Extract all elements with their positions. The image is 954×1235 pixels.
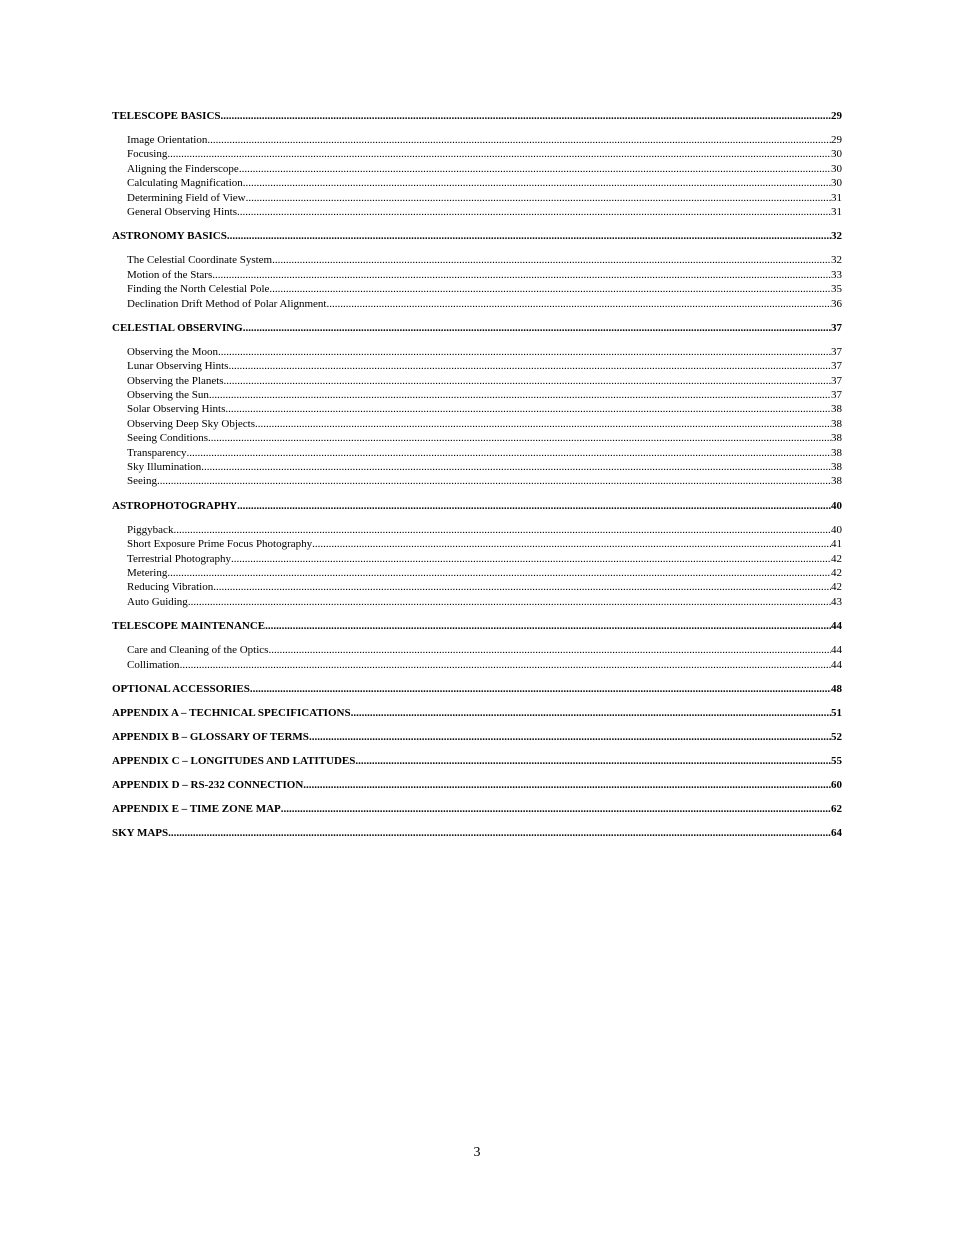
toc-subsection-page: 37 [831,345,842,358]
toc-subsection-page: 41 [831,538,842,551]
toc-subsection-page: 38 [831,461,842,474]
toc-subsection-page: 38 [831,417,842,430]
dot-leader [180,658,831,672]
toc-subsection-entry[interactable] [112,566,842,580]
toc-section [112,499,842,609]
toc-subsection-entry[interactable] [112,643,842,657]
toc-section-title: TELESCOPE MAINTENANCE [112,620,266,633]
toc-subsection-title: Image Orientation [127,134,208,146]
toc-section [112,109,842,219]
toc-subsection-title: Transparency [127,446,187,459]
toc-subsection-entry[interactable] [112,523,842,537]
toc-subsection-entry[interactable] [112,147,842,161]
toc-subsection-entry[interactable] [112,474,842,488]
dot-leader [173,523,831,537]
toc-subsection-title: Observing Deep Sky Objects [127,417,256,430]
dot-leader [212,268,831,282]
toc-section-title: TELESCOPE BASICS [112,110,221,122]
toc-subsection-title: Terrestrial Photography [127,552,232,565]
toc-section-title: ASTROPHOTOGRAPHY [112,499,238,512]
toc-section-page: 55 [831,754,842,767]
toc-section-entry[interactable] [112,706,842,720]
dot-leader [250,682,831,696]
toc-subsection-entry[interactable] [112,552,842,566]
toc-section-entry[interactable] [112,109,842,123]
dot-leader [167,566,831,580]
toc-section-entry[interactable] [112,754,842,768]
toc-subsection-entry[interactable] [112,658,842,672]
dot-leader [227,229,831,243]
toc-section-entry[interactable] [112,619,842,633]
toc-subsection-title: Collimation [127,658,180,671]
toc-section-entry[interactable] [112,778,842,792]
dot-leader [167,147,831,161]
toc-subsection-page: 29 [831,134,842,146]
toc-section [112,682,842,696]
toc-subsection-entry[interactable] [112,297,842,311]
toc-section [112,706,842,720]
toc-section-title: APPENDIX A – TECHNICAL SPECIFICATIONS [112,706,351,719]
toc-subsection-entry[interactable] [112,417,842,431]
toc-subsection-page: 33 [831,268,842,281]
dot-leader [355,754,831,768]
toc-subsection-page: 44 [831,644,842,657]
dot-leader [237,499,831,513]
toc-subsection-list [112,253,842,311]
toc-subsection-page: 38 [831,475,842,488]
toc-subsection-title: Auto Guiding [127,595,188,608]
toc-section-entry[interactable] [112,802,842,816]
toc-subsection-page: 42 [831,581,842,594]
toc-subsection-page: 42 [831,566,842,579]
toc-section-page: 64 [831,826,842,839]
toc-section-page: 44 [831,620,842,633]
dot-leader [303,778,831,792]
dot-leader [243,176,831,190]
toc-subsection-entry[interactable] [112,282,842,296]
toc-subsection-page: 43 [831,595,842,608]
dot-leader [246,191,831,205]
toc-subsection-title: Lunar Observing Hints [127,360,229,373]
toc-subsection-title: Seeing Conditions [127,432,208,445]
toc-section-page: 62 [831,802,842,815]
toc-subsection-entry[interactable] [112,205,842,219]
toc-subsection-page: 31 [831,191,842,204]
toc-subsection-list [112,133,842,219]
toc-subsection-entry[interactable] [112,446,842,460]
toc-section-title: ASTRONOMY BASICS [112,230,227,243]
toc-subsection-page: 38 [831,432,842,445]
dot-leader [269,282,831,296]
toc-subsection-title: Observing the Sun [127,389,209,402]
toc-subsection-entry[interactable] [112,176,842,190]
dot-leader [309,730,831,744]
toc-subsection-entry[interactable] [112,268,842,282]
toc-section-title: APPENDIX B – GLOSSARY OF TERMS [112,730,309,743]
dot-leader [201,460,831,474]
dot-leader [228,359,831,373]
toc-subsection-title: Determining Field of View [127,191,246,204]
toc-subsection-entry[interactable] [112,359,842,373]
dot-leader [281,802,831,816]
toc-section-page: 60 [831,778,842,791]
toc-section-title: APPENDIX D – RS-232 CONNECTION [112,778,304,791]
toc-section-page: 48 [831,682,842,695]
toc-subsection-title: Care and Cleaning of the Optics [127,644,269,657]
toc-subsection-title: Seeing [127,475,157,488]
toc-subsection-title: Calculating Magnification [127,177,243,190]
toc-section-page: 32 [831,230,842,243]
toc-section [112,754,842,768]
toc-section [112,826,842,840]
dot-leader [312,537,831,551]
toc-subsection-page: 30 [831,162,842,175]
dot-leader [265,619,831,633]
toc-section [112,619,842,672]
dot-leader [231,552,831,566]
toc-section [112,321,842,489]
toc-section-title: SKY MAPS [112,826,169,839]
toc-subsection-page: 44 [831,658,842,671]
toc-subsection-page: 35 [831,283,842,296]
toc-section [112,730,842,744]
dot-leader [243,321,831,335]
table-of-contents [112,109,842,850]
dot-leader [268,643,831,657]
toc-section-entry[interactable] [112,682,842,696]
toc-subsection-entry[interactable] [112,345,842,359]
toc-section-title: OPTIONAL ACCESSORIES [112,682,250,695]
toc-subsection-page: 38 [831,446,842,459]
toc-subsection-title: Short Exposure Prime Focus Photography [127,538,313,551]
dot-leader [237,205,831,219]
dot-leader [255,417,831,431]
toc-section-page: 37 [831,321,842,334]
toc-subsection-entry[interactable] [112,537,842,551]
toc-subsection-entry[interactable] [112,388,842,402]
dot-leader [188,595,831,609]
toc-section [112,802,842,816]
toc-subsection-entry[interactable] [112,580,842,594]
toc-subsection-title: Observing the Moon [127,345,219,358]
toc-subsection-page: 38 [831,403,842,416]
toc-section-entry[interactable] [112,321,842,335]
toc-section [112,229,842,311]
dot-leader [224,374,831,388]
toc-subsection-title: Reducing Vibration [127,581,214,594]
toc-subsection-page: 30 [831,177,842,190]
dot-leader [327,297,832,311]
toc-subsection-title: Sky Illumination [127,461,202,474]
dot-leader [218,345,831,359]
toc-subsection-title: Focusing [127,148,168,161]
toc-subsection-page: 31 [831,205,842,218]
dot-leader [221,109,831,123]
toc-subsection-title: General Observing Hints [127,205,237,218]
toc-subsection-entry[interactable] [112,595,842,609]
toc-subsection-title: Piggyback [127,523,174,536]
dot-leader [207,133,831,147]
toc-section-entry[interactable] [112,730,842,744]
dot-leader [272,253,831,267]
page-number: 3 [473,1145,481,1160]
toc-section-title: CELESTIAL OBSERVING [112,321,243,334]
toc-section-page: 52 [831,730,842,743]
toc-subsection-title: Declination Drift Method of Polar Alignment [127,297,327,310]
toc-subsection-entry[interactable] [112,374,842,388]
dot-leader [239,162,831,176]
dot-leader [209,388,831,402]
toc-subsection-title: Solar Observing Hints [127,403,226,416]
dot-leader [186,446,831,460]
toc-subsection-entry[interactable] [112,431,842,445]
toc-subsection-entry[interactable] [112,162,842,176]
toc-subsection-title: Metering [127,566,168,579]
toc-section-entry[interactable] [112,229,842,243]
toc-section-title: APPENDIX E – TIME ZONE MAP [112,802,281,815]
dot-leader [168,826,831,840]
toc-subsection-page: 37 [831,389,842,402]
toc-subsection-entry[interactable] [112,402,842,416]
toc-subsection-list [112,345,842,489]
toc-subsection-title: The Celestial Coordinate System [127,254,273,267]
toc-subsection-title: Observing the Planets [127,374,224,387]
dot-leader [351,706,831,720]
toc-section [112,778,842,792]
toc-subsection-page: 40 [831,523,842,536]
toc-subsection-title: Motion of the Stars [127,268,213,281]
dot-leader [213,580,831,594]
toc-subsection-page: 32 [831,254,842,267]
toc-subsection-page: 42 [831,552,842,565]
toc-section-entry[interactable] [112,826,842,840]
toc-section-entry[interactable] [112,499,842,513]
toc-subsection-entry[interactable] [112,460,842,474]
toc-section-page: 51 [831,706,842,719]
toc-subsection-entry[interactable] [112,191,842,205]
dot-leader [225,402,831,416]
toc-section-page: 29 [831,110,842,122]
toc-subsection-title: Finding the North Celestial Pole [127,283,270,296]
toc-section-title: APPENDIX C – LONGITUDES AND LATITUDES [112,754,356,767]
toc-subsection-page: 37 [831,374,842,387]
toc-subsection-list [112,523,842,609]
dot-leader [157,474,831,488]
toc-subsection-entry[interactable] [112,253,842,267]
toc-subsection-entry[interactable] [112,133,842,147]
dot-leader [208,431,831,445]
toc-subsection-page: 30 [831,148,842,161]
toc-subsection-title: Aligning the Finderscope [127,162,239,175]
toc-subsection-list [112,643,842,672]
toc-subsection-page: 37 [831,360,842,373]
toc-subsection-page: 36 [831,297,842,310]
toc-section-page: 40 [831,499,842,512]
